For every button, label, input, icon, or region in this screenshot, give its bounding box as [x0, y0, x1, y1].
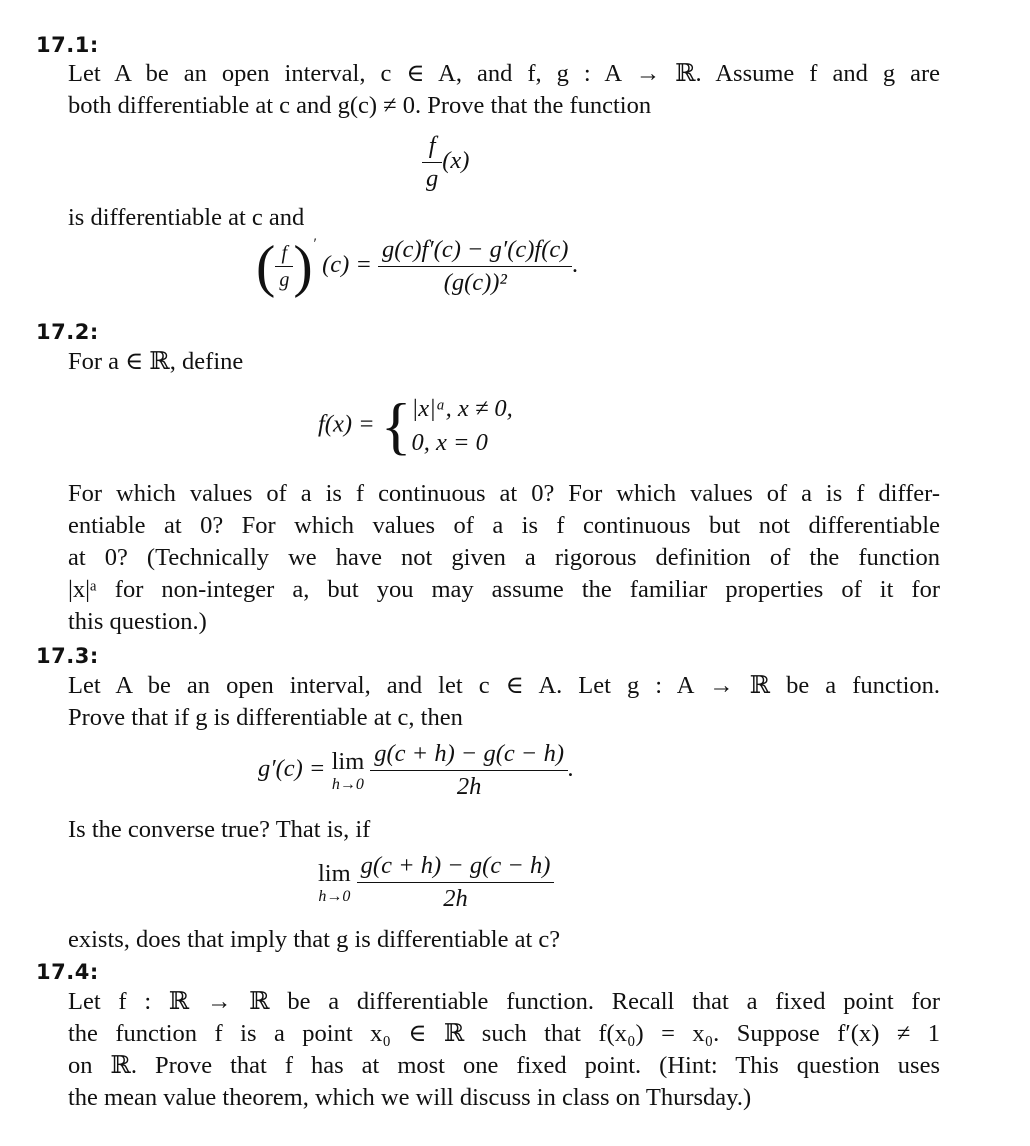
- problem-17-4-text: [68, 986, 940, 1114]
- frac-numerator: g(c + h) − g(c − h): [357, 852, 555, 883]
- text-line: For which values of a is f continuous at 0? For which values of a is f differ-: [68, 480, 940, 507]
- problem-label-17-1: 17.1:: [36, 33, 99, 57]
- frac-denominator: g: [279, 269, 290, 291]
- frac-numerator: f: [422, 132, 442, 163]
- problem-17-1-text: [68, 58, 940, 122]
- text-line: Let f : ℝ → ℝ be a differentiable function. Recall that a fixed point for: [68, 988, 940, 1015]
- problem-label-17-2: 17.2:: [36, 320, 99, 344]
- text-line: this question.): [68, 608, 207, 635]
- lim-subscript: h→0: [331, 775, 364, 793]
- problem-17-2-intro: [68, 346, 940, 378]
- text-line: For a ∈ ℝ, define: [68, 348, 244, 375]
- lim-word: lim: [331, 747, 365, 775]
- eq-lhs: g′(c) =: [258, 755, 326, 783]
- frac-numerator: f: [275, 242, 293, 267]
- problem-label-17-3: 17.3:: [36, 644, 99, 668]
- problem-17-3-text: [68, 670, 940, 734]
- symmetric-derivative-equation: [258, 740, 574, 801]
- text-line: the mean value theorem, which we will discuss in class on Thursday.): [68, 1084, 752, 1111]
- piecewise-case-2: 0, x = 0: [411, 429, 488, 456]
- frac-denominator: (g(c))²: [443, 269, 507, 296]
- problem-17-3-text2: [68, 814, 940, 846]
- problem-17-1-text2: [68, 202, 940, 234]
- frac-numerator: g(c + h) − g(c − h): [370, 740, 568, 771]
- lim-subscript: h→0: [318, 887, 351, 905]
- text-line: both differentiable at c and g(c) ≠ 0. Prove that the function: [68, 92, 652, 119]
- lim-word: lim: [318, 859, 351, 887]
- frac-numerator: g(c)f′(c) − g′(c)f(c): [378, 236, 572, 267]
- text-line: at 0? (Technically we have not given a rigorous definition of the function: [68, 544, 940, 571]
- prime-mark: ′: [312, 236, 316, 253]
- text-line: |x|ᵃ for non-integer a, but you may assume the familiar properties of it for: [68, 576, 940, 603]
- text-line: is differentiable at c and: [68, 204, 305, 231]
- eq-argument: (c) =: [322, 251, 372, 279]
- text-line: Is the converse true? That is, if: [68, 816, 371, 843]
- problem-17-3-text3: [68, 924, 940, 956]
- frac-argument: (x): [442, 147, 470, 175]
- frac-denominator: 2h: [443, 885, 468, 912]
- text-line: Let A be an open interval, and let c ∈ A. Let g : A → ℝ be a function.: [68, 672, 940, 699]
- frac-denominator: g: [426, 165, 439, 192]
- symmetric-limit-expression: [318, 852, 554, 913]
- text-line: the function f is a point x₀ ∈ ℝ such that f(x₀) = x₀. Suppose f′(x) ≠ 1: [68, 1020, 940, 1047]
- quotient-rule-equation: ( $\frac{f}{g}$ )′ (c) = $\frac{g(c)f'(c) - g'(c)f(c)}{\text{(g(c))²}}$ .: [256, 233, 579, 299]
- text-line: entiable at 0? For which values of a is f continuous but not differentiable: [68, 512, 940, 539]
- piecewise-case-1: |x|ᵃ, x ≠ 0,: [411, 395, 513, 422]
- text-line: exists, does that imply that g is differentiable at c?: [68, 926, 561, 953]
- piecewise-lhs: f(x) =: [318, 410, 375, 438]
- text-line: Let A be an open interval, c ∈ A, and f, g : A → ℝ. Assume f and g are: [68, 60, 940, 87]
- quotient-expression: [422, 132, 469, 193]
- problem-17-2-text: [68, 478, 940, 638]
- problem-label-17-4: 17.4:: [36, 960, 99, 984]
- text-line: Prove that if g is differentiable at c, then: [68, 704, 463, 731]
- text-line: on ℝ. Prove that f has at most one fixed point. (Hint: This question uses: [68, 1052, 940, 1079]
- period: .: [568, 755, 575, 783]
- piecewise-definition: f(x) = { |x|ᵃ, x ≠ 0, 0, x = 0: [318, 390, 513, 461]
- frac-denominator: 2h: [456, 773, 482, 800]
- period: .: [572, 251, 579, 279]
